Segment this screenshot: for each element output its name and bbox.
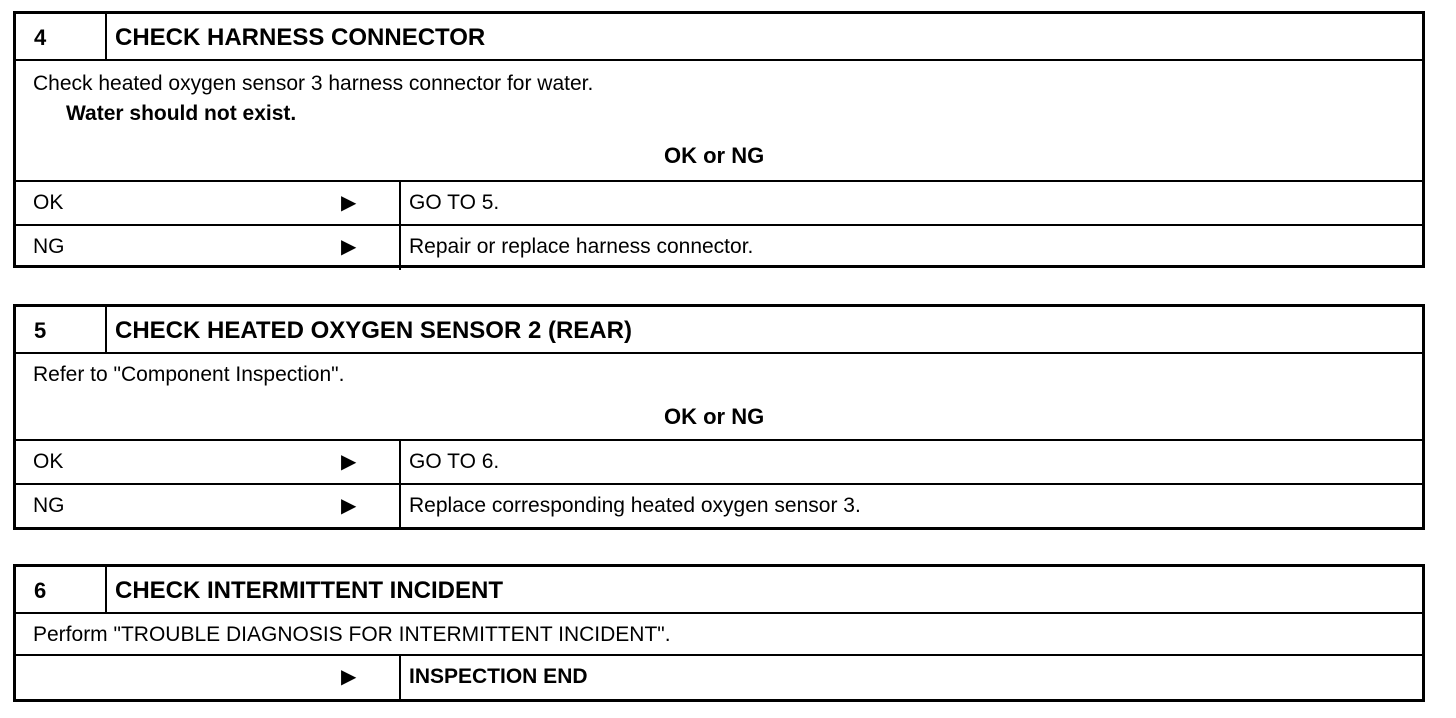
step-header — [16, 307, 1422, 354]
arrow-right-icon: ▶ — [341, 666, 357, 688]
step-header — [16, 567, 1422, 614]
result-label: OK — [33, 191, 64, 214]
step-title: CHECK INTERMITTENT INCIDENT — [115, 577, 503, 604]
step-4-block — [13, 11, 1425, 268]
arrow-right-icon: ▶ — [341, 451, 357, 473]
result-row-ok — [16, 182, 1422, 226]
ok-or-ng-label: OK or NG — [664, 404, 765, 429]
step-6-block — [13, 564, 1425, 702]
step-spec: Water should not exist. — [66, 102, 297, 125]
result-row-end — [16, 656, 1422, 700]
step-number: 5 — [16, 307, 107, 352]
arrow-right-icon: ▶ — [341, 192, 357, 214]
result-action: Repair or replace harness connector. — [409, 235, 754, 258]
step-instruction: Refer to "Component Inspection". — [33, 363, 345, 386]
step-title: CHECK HARNESS CONNECTOR — [115, 24, 486, 51]
result-action: Replace corresponding heated oxygen sensor 3. — [409, 494, 861, 517]
step-body — [16, 354, 1422, 441]
step-instruction: Check heated oxygen sensor 3 harness connector for water. — [33, 72, 594, 95]
result-action: GO TO 6. — [409, 450, 500, 473]
result-label: NG — [33, 235, 65, 258]
step-body — [16, 61, 1422, 182]
step-number: 4 — [16, 14, 107, 59]
result-action: GO TO 5. — [409, 191, 500, 214]
result-label: NG — [33, 494, 65, 517]
step-number: 6 — [16, 567, 107, 612]
step-instruction: Perform "TROUBLE DIAGNOSIS FOR INTERMITTENT INCIDENT". — [33, 623, 671, 646]
step-5-block — [13, 304, 1425, 530]
step-body — [16, 614, 1422, 656]
arrow-right-icon: ▶ — [341, 236, 357, 258]
arrow-right-icon: ▶ — [341, 495, 357, 517]
result-row-ng — [16, 485, 1422, 529]
result-action: INSPECTION END — [409, 665, 588, 688]
step-header — [16, 14, 1422, 61]
step-title: CHECK HEATED OXYGEN SENSOR 2 (REAR) — [115, 317, 632, 344]
ok-or-ng-label: OK or NG — [664, 143, 765, 168]
result-row-ok — [16, 441, 1422, 485]
result-row-ng — [16, 226, 1422, 270]
result-label: OK — [33, 450, 64, 473]
